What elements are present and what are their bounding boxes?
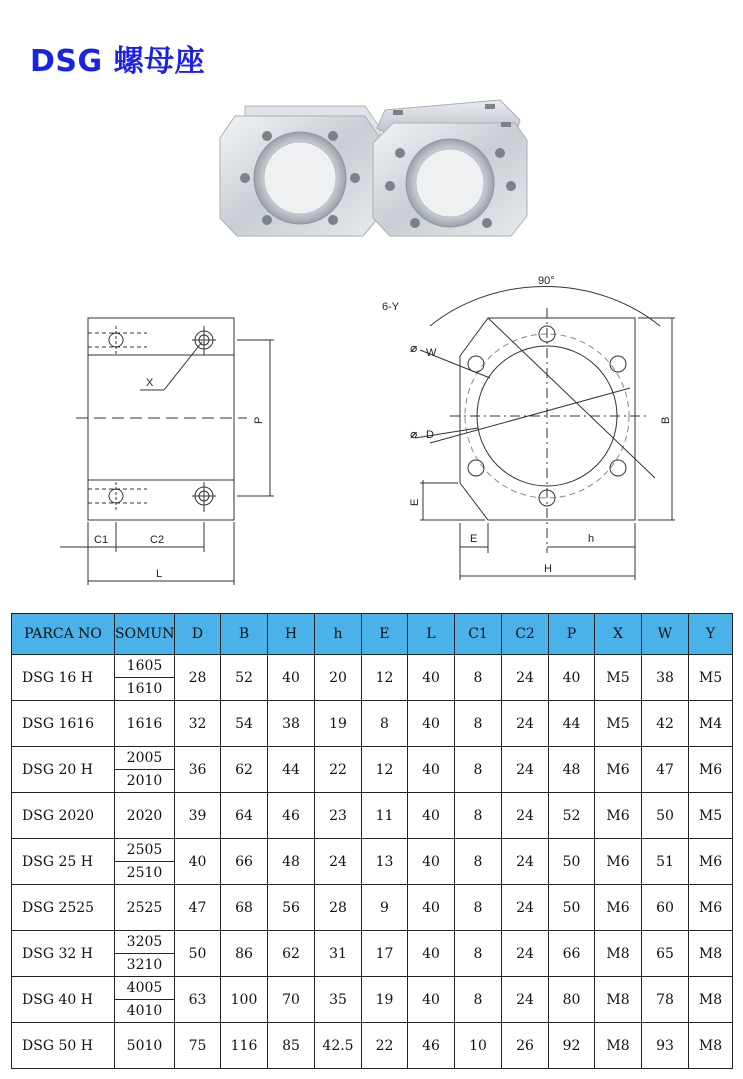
header-w: W bbox=[642, 614, 689, 655]
cell-d: 40 bbox=[175, 839, 221, 885]
cell-w: 93 bbox=[642, 1023, 689, 1069]
nut-cell bbox=[115, 747, 175, 793]
cell-p: 44 bbox=[549, 701, 595, 747]
cell-w: 78 bbox=[642, 977, 689, 1023]
header-d: D bbox=[175, 614, 221, 655]
label-e-side: E bbox=[409, 498, 421, 506]
cell-h-small: 20 bbox=[315, 655, 362, 701]
cell-l: 46 bbox=[408, 1023, 455, 1069]
cell-e: 8 bbox=[362, 701, 408, 747]
cell-x: M6 bbox=[595, 885, 642, 931]
table-row bbox=[12, 977, 733, 1023]
housing-left-image bbox=[220, 106, 380, 236]
cell-e: 11 bbox=[362, 793, 408, 839]
table-row bbox=[12, 747, 733, 793]
cell-x: M5 bbox=[595, 701, 642, 747]
cell-x: M6 bbox=[595, 747, 642, 793]
diameter-w-icon: ⌀ bbox=[410, 341, 418, 355]
cell-h: 38 bbox=[268, 701, 315, 747]
cell-c2: 24 bbox=[502, 977, 549, 1023]
label-x: X bbox=[146, 377, 154, 389]
nut-cell bbox=[115, 655, 175, 701]
table-row bbox=[12, 931, 733, 977]
nut-size: 2010 bbox=[115, 769, 174, 792]
cell-l: 40 bbox=[408, 747, 455, 793]
cell-c1: 8 bbox=[455, 977, 502, 1023]
cell-c1: 8 bbox=[455, 885, 502, 931]
cell-p: 48 bbox=[549, 747, 595, 793]
label-d: D bbox=[426, 429, 434, 441]
cell-w: 38 bbox=[642, 655, 689, 701]
nut-cell bbox=[115, 1023, 175, 1069]
cell-w: 65 bbox=[642, 931, 689, 977]
part-number-cell: DSG 32 H bbox=[12, 931, 115, 977]
header-y: Y bbox=[689, 614, 733, 655]
header-h-big: H bbox=[268, 614, 315, 655]
cell-y: M5 bbox=[689, 793, 733, 839]
table-row bbox=[12, 655, 733, 701]
header-h-small: h bbox=[315, 614, 362, 655]
nut-size: 1610 bbox=[115, 677, 174, 700]
table-header-row bbox=[12, 614, 733, 655]
part-number-cell: DSG 40 H bbox=[12, 977, 115, 1023]
cell-c2: 24 bbox=[502, 655, 549, 701]
diameter-d-icon: ⌀ bbox=[410, 427, 418, 441]
cell-e: 12 bbox=[362, 655, 408, 701]
nut-cell bbox=[115, 839, 175, 885]
header-parca-no: PARCA NO bbox=[12, 614, 115, 655]
nut-size: 2005 bbox=[126, 750, 163, 766]
cell-x: M8 bbox=[595, 1023, 642, 1069]
cell-c1: 8 bbox=[455, 747, 502, 793]
label-h-small: h bbox=[588, 533, 595, 545]
cell-x: M6 bbox=[595, 839, 642, 885]
cell-c2: 24 bbox=[502, 793, 549, 839]
cell-e: 19 bbox=[362, 977, 408, 1023]
cell-c2: 24 bbox=[502, 839, 549, 885]
cell-d: 47 bbox=[175, 885, 221, 931]
header-c2: C2 bbox=[502, 614, 549, 655]
nut-cell bbox=[115, 885, 175, 931]
header-x: X bbox=[595, 614, 642, 655]
nut-size: 2525 bbox=[126, 899, 163, 916]
label-c2: C2 bbox=[150, 534, 165, 546]
cell-e: 22 bbox=[362, 1023, 408, 1069]
cell-b: 68 bbox=[221, 885, 268, 931]
label-w: W bbox=[426, 347, 437, 359]
part-number-cell: DSG 2525 bbox=[12, 885, 115, 931]
cell-h-small: 24 bbox=[315, 839, 362, 885]
housing-right-image bbox=[373, 100, 527, 236]
cell-c1: 8 bbox=[455, 701, 502, 747]
cell-h-small: 31 bbox=[315, 931, 362, 977]
part-number-cell: DSG 16 H bbox=[12, 655, 115, 701]
cell-b: 52 bbox=[221, 655, 268, 701]
cell-h-small: 23 bbox=[315, 793, 362, 839]
cell-x: M8 bbox=[595, 931, 642, 977]
cell-b: 62 bbox=[221, 747, 268, 793]
header-e: E bbox=[362, 614, 408, 655]
header-c1: C1 bbox=[455, 614, 502, 655]
cell-c1: 10 bbox=[455, 1023, 502, 1069]
cell-y: M8 bbox=[689, 931, 733, 977]
label-e-bottom: E bbox=[470, 533, 478, 545]
cell-d: 50 bbox=[175, 931, 221, 977]
cell-x: M5 bbox=[595, 655, 642, 701]
part-number-cell: DSG 25 H bbox=[12, 839, 115, 885]
cell-d: 36 bbox=[175, 747, 221, 793]
label-p: P bbox=[253, 416, 265, 424]
cell-p: 50 bbox=[549, 839, 595, 885]
cell-h: 62 bbox=[268, 931, 315, 977]
header-b: B bbox=[221, 614, 268, 655]
label-holes: 6-Y bbox=[382, 301, 400, 313]
label-c1: C1 bbox=[94, 534, 109, 546]
cell-l: 40 bbox=[408, 931, 455, 977]
part-number-cell: DSG 20 H bbox=[12, 747, 115, 793]
nut-size: 2020 bbox=[126, 807, 163, 824]
cell-b: 116 bbox=[221, 1023, 268, 1069]
cell-h-small: 35 bbox=[315, 977, 362, 1023]
cell-p: 52 bbox=[549, 793, 595, 839]
label-h-big: H bbox=[544, 563, 552, 575]
header-somun: SOMUN bbox=[115, 614, 175, 655]
cell-y: M4 bbox=[689, 701, 733, 747]
cell-c1: 8 bbox=[455, 839, 502, 885]
cell-c1: 8 bbox=[455, 655, 502, 701]
cell-w: 51 bbox=[642, 839, 689, 885]
nut-size: 2505 bbox=[126, 842, 163, 858]
cell-y: M8 bbox=[689, 1023, 733, 1069]
nut-size: 3205 bbox=[126, 934, 163, 950]
nut-cell bbox=[115, 977, 175, 1023]
cell-c2: 24 bbox=[502, 701, 549, 747]
table-body bbox=[12, 655, 733, 1069]
cell-h: 70 bbox=[268, 977, 315, 1023]
cell-h: 56 bbox=[268, 885, 315, 931]
cell-e: 9 bbox=[362, 885, 408, 931]
cell-d: 39 bbox=[175, 793, 221, 839]
cell-h-small: 22 bbox=[315, 747, 362, 793]
table-row bbox=[12, 793, 733, 839]
nut-size: 2510 bbox=[115, 861, 174, 884]
cell-p: 40 bbox=[549, 655, 595, 701]
nut-size: 3210 bbox=[115, 953, 174, 976]
product-photo bbox=[215, 98, 535, 248]
cell-c2: 24 bbox=[502, 747, 549, 793]
nut-size: 4010 bbox=[115, 999, 174, 1022]
cell-e: 17 bbox=[362, 931, 408, 977]
cell-l: 40 bbox=[408, 655, 455, 701]
table-row bbox=[12, 1023, 733, 1069]
cell-h: 48 bbox=[268, 839, 315, 885]
cell-w: 50 bbox=[642, 793, 689, 839]
cell-d: 32 bbox=[175, 701, 221, 747]
cell-h: 40 bbox=[268, 655, 315, 701]
label-b: B bbox=[660, 416, 672, 424]
cell-y: M6 bbox=[689, 839, 733, 885]
cell-c2: 24 bbox=[502, 931, 549, 977]
side-view-drawing bbox=[52, 300, 292, 590]
table-row bbox=[12, 885, 733, 931]
cell-l: 40 bbox=[408, 701, 455, 747]
header-p: P bbox=[549, 614, 595, 655]
cell-l: 40 bbox=[408, 977, 455, 1023]
cell-b: 86 bbox=[221, 931, 268, 977]
cell-p: 66 bbox=[549, 931, 595, 977]
nut-size: 1605 bbox=[126, 658, 163, 674]
front-view-drawing bbox=[370, 268, 700, 583]
nut-cell bbox=[115, 793, 175, 839]
cell-c1: 8 bbox=[455, 931, 502, 977]
nut-size: 1616 bbox=[126, 715, 163, 732]
cell-h: 44 bbox=[268, 747, 315, 793]
cell-e: 13 bbox=[362, 839, 408, 885]
cell-b: 54 bbox=[221, 701, 268, 747]
page-title: DSG 螺母座 bbox=[30, 44, 206, 79]
cell-y: M5 bbox=[689, 655, 733, 701]
cell-h-small: 28 bbox=[315, 885, 362, 931]
cell-c1: 8 bbox=[455, 793, 502, 839]
cell-h: 46 bbox=[268, 793, 315, 839]
part-number-cell: DSG 2020 bbox=[12, 793, 115, 839]
cell-w: 60 bbox=[642, 885, 689, 931]
cell-x: M8 bbox=[595, 977, 642, 1023]
header-l: L bbox=[408, 614, 455, 655]
cell-c2: 26 bbox=[502, 1023, 549, 1069]
table-row bbox=[12, 839, 733, 885]
cell-d: 63 bbox=[175, 977, 221, 1023]
cell-h-small: 19 bbox=[315, 701, 362, 747]
cell-h-small: 42.5 bbox=[315, 1023, 362, 1069]
cell-d: 75 bbox=[175, 1023, 221, 1069]
cell-e: 12 bbox=[362, 747, 408, 793]
cell-c2: 24 bbox=[502, 885, 549, 931]
cell-p: 50 bbox=[549, 885, 595, 931]
nut-size: 5010 bbox=[126, 1037, 163, 1054]
cell-d: 28 bbox=[175, 655, 221, 701]
part-number-cell: DSG 1616 bbox=[12, 701, 115, 747]
cell-y: M6 bbox=[689, 747, 733, 793]
spec-table bbox=[11, 613, 733, 1069]
cell-p: 80 bbox=[549, 977, 595, 1023]
cell-y: M6 bbox=[689, 885, 733, 931]
cell-l: 40 bbox=[408, 839, 455, 885]
nut-size: 4005 bbox=[126, 980, 163, 996]
cell-l: 40 bbox=[408, 793, 455, 839]
part-number-cell: DSG 50 H bbox=[12, 1023, 115, 1069]
cell-p: 92 bbox=[549, 1023, 595, 1069]
cell-b: 100 bbox=[221, 977, 268, 1023]
cell-w: 42 bbox=[642, 701, 689, 747]
table-row bbox=[12, 701, 733, 747]
label-l: L bbox=[156, 568, 163, 580]
cell-b: 66 bbox=[221, 839, 268, 885]
label-angle: 90° bbox=[538, 275, 555, 287]
cell-l: 40 bbox=[408, 885, 455, 931]
cell-y: M8 bbox=[689, 977, 733, 1023]
cell-b: 64 bbox=[221, 793, 268, 839]
nut-cell bbox=[115, 931, 175, 977]
cell-x: M6 bbox=[595, 793, 642, 839]
cell-w: 47 bbox=[642, 747, 689, 793]
nut-cell bbox=[115, 701, 175, 747]
cell-h: 85 bbox=[268, 1023, 315, 1069]
